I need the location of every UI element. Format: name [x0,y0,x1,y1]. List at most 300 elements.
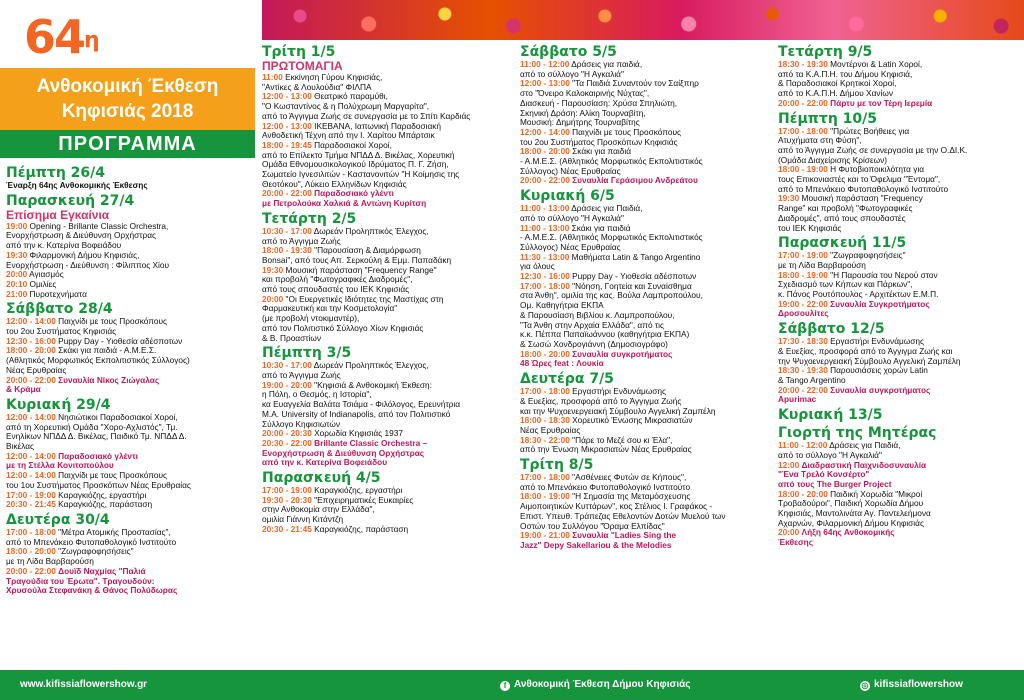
schedule-line [262,314,512,324]
schedule-line [778,146,1020,156]
edition-suffix: η [84,28,98,53]
event-text: Σκηνική Δράση: Αλίκη Τουρναβίτη, [520,108,646,118]
event-text: Σκάκι για παιδιά [572,147,632,157]
event-time: 19:00 - 21:00 [520,531,570,541]
schedule-line [262,189,512,199]
schedule-line [262,246,512,256]
schedule-line [520,426,770,436]
schedule-line [778,261,1020,271]
instagram-link[interactable] [860,679,963,691]
event-text: Διαδραστική Παιχνιδοσυναυλία [801,460,927,470]
event-text: από την Ένωση Μικρασιατών Νέας Ερυθραίας [520,445,692,455]
schedule-line [520,436,770,446]
event-text: "Ζωγραφοφησήσεις" [58,547,134,557]
event-text: Βικέλας [6,442,35,452]
schedule-line [520,167,770,177]
event-text: Δουϊδ Ναχμίας "Παλιά [58,566,146,576]
schedule-line [262,390,512,400]
schedule-line [6,270,252,280]
event-time: 12:00 - 13:00 [262,121,312,131]
schedule-line [262,420,512,430]
event-text: "Τα Παιδιά Συναντούν τον Σαίξπηρ [572,79,699,89]
event-time: 18:00 - 19:00 [778,165,828,175]
schedule-line [520,311,770,321]
schedule-line [262,361,512,371]
event-time: 12:30 - 16:00 [6,336,56,346]
schedule-line [262,122,512,132]
event-text: & Ευεξίας, προσφορά από το Άγγιγμα Ζωής [520,396,682,406]
event-text: Θεατρικό παραμύθι, [314,92,388,102]
event-text: Παραδοσιακό γλέντι [314,189,394,199]
schedule-line [778,251,1020,261]
event-text: Παιχνίδι με τους Προσκόπους [58,317,168,327]
event-text: & Παραδοσιακοί Κρητικοί Χοροί, [778,79,897,89]
event-time: 18:00 - 20:00 [520,147,570,157]
event-time: 20:30 - 21:45 [262,524,312,534]
event-time: 20:00 [6,270,28,280]
schedule-line [778,528,1020,538]
schedule-line [778,300,1020,310]
schedule-line [520,473,770,483]
event-text: Μαθήματα Latin & Tango Argentino [571,252,701,262]
day-block [6,397,252,510]
day-subheading: Γιορτή της Μητέρας [778,425,937,442]
event-text: Διαδρομές", από τους σπουδαστές [778,213,906,223]
schedule-line [778,509,1020,519]
event-text: 48 Ώρες feat : Λουκία [520,359,604,369]
day-block [778,44,1020,109]
event-time: 20:00 - 22:00 [262,189,312,199]
event-time: 20:10 [6,279,28,289]
schedule-line [262,275,512,285]
schedule-line [262,141,512,151]
schedule-line [520,157,770,167]
day-block [520,188,770,369]
event-time: 11:00 - 13:00 [520,223,570,233]
schedule-line [6,432,252,442]
event-time: 18:30 - 19:30 [778,60,828,69]
schedule-line [520,60,770,70]
schedule-line [520,79,770,89]
event-time: 20:00 - 22:00 [6,566,56,576]
schedule-line [778,451,1020,461]
schedule-line [262,295,512,305]
event-text: "Ένα Τρελό Κονσέρτο" [778,470,870,480]
schedule-column-4 [778,42,1020,548]
schedule-line [6,366,252,376]
schedule-line [520,330,770,340]
schedule-line [262,266,512,276]
schedule-line [778,280,1020,290]
schedule-line [778,490,1020,500]
event-text: Apurimac [778,395,817,405]
schedule-line [6,280,252,290]
event-time: 20:30 - 21:45 [6,500,56,510]
event-text: για όλους [520,262,555,272]
event-text: "Παρουσίαση & Διαμόρφωση [314,246,421,256]
event-text: Η Φυτοβιοποικιλότητα για [830,165,924,175]
event-time: 17:00 - 18:00 [520,473,570,483]
schedule-line [778,204,1020,214]
schedule-line [6,586,252,596]
schedule-line [520,70,770,80]
event-text: Ομάδα Εθνομουσικολογικού Ιδρύματος Π. Γ. Ζήση, [262,160,449,170]
day-heading: Τετάρτη 9/5 [778,44,873,60]
event-text: Ενορχήστρωση - Διεύθυνση : Φίλιππος Χίου [6,260,170,270]
event-time: 12:00 [778,460,800,470]
event-time: 11:00 - 12:00 [778,441,828,451]
event-text: (Ομάδα Διαχείρισης Κρίσεων) [778,155,888,165]
event-time: 19:30 [778,194,800,204]
event-text: του 2ου Συστήματος Κηφισιάς [6,327,117,337]
schedule-line [262,180,512,190]
day-heading: Σάββατο 28/4 [6,301,113,318]
schedule-line [778,79,1020,89]
schedule-line [262,439,512,449]
schedule-line [262,285,512,295]
schedule-line [520,204,770,214]
facebook-link[interactable] [500,679,690,691]
event-time: 20:00 - 22:00 [778,385,828,395]
event-text: Συναυλία συγκροτήματος [830,385,931,395]
event-text: Νέας Ερυθραίας [520,425,581,435]
schedule-line [520,282,770,292]
schedule-line [778,194,1020,204]
schedule-line [520,272,770,282]
event-text: Νησιώτικοι Παραδοσιακοί Χοροί, [58,412,178,422]
event-time: 20:00 - 22:00 [6,375,56,385]
event-text: Δράσεις για παιδιά, [571,60,643,69]
day-block [778,321,1020,405]
schedule-line [520,291,770,301]
event-time: 12:00 - 13:00 [520,79,570,89]
event-text: Συναυλία συγκροτήματος [572,349,673,359]
event-text: M.A. University of Indianapolis, από τον Πολιτιστικό [262,409,451,419]
event-text: από την κ. Κατερίνα Βοφειάδου [262,458,388,468]
schedule-line [6,181,252,191]
event-text: Πάρτυ με τον Τέρη Ιερεμία [830,98,933,108]
schedule-column-2 [262,42,512,535]
event-text: Ανθοδετική Τέχνη από την Ι. Χαρίτου Μπάρτσικ [262,131,435,141]
event-text: από το Κ.Α.Π.Η. Δήμου Χανίων [778,89,893,99]
event-text: Λήξη 64ης Ανθοκομικής [801,528,895,538]
schedule-line [262,160,512,170]
schedule-line [6,376,252,386]
day-heading: Δευτέρα 7/5 [520,371,614,388]
schedule-line [262,102,512,112]
event-text: "Μέτρα Ατομικής Προστασίας", [58,527,171,537]
schedule-line [778,89,1020,99]
event-time: 18:00 - 20:00 [6,547,56,557]
event-time: 19:30 [262,265,284,275]
event-time: 17:00 - 19:00 [6,490,56,500]
day-heading: Τετάρτη 2/5 [262,210,357,227]
event-text: από το Επίλεκτο Τμήμα ΝΠΔΔ Δ. Βικέλας, Χορευτική [262,150,455,160]
schedule-line [6,461,252,471]
event-text: Ατυχήματα στη Φύση", [778,136,862,146]
day-heading: Πέμπτη 3/5 [262,345,352,362]
schedule-line [6,481,252,491]
event-text: με τη Λίδα Βαρβαρούση [6,557,94,567]
schedule-line [778,441,1020,451]
event-time: 20:00 [778,528,800,538]
event-time: 12:00 - 14:00 [6,317,56,327]
schedule-line [6,337,252,347]
instagram-label: kifissiaflowershow [874,679,963,690]
event-time: 12:00 - 14:00 [6,451,56,461]
event-text: και προβολή "Φωτογραφικές Διαδρομές", [262,275,413,285]
schedule-line [262,400,512,410]
event-text: & Tango Argentino [778,375,846,385]
event-text: "Πάρε το Μεζέ σου κι Έλα", [572,435,673,445]
schedule-line [778,337,1020,347]
event-text: Σκάκι για παιδιά [571,223,631,233]
event-time: 20:30 - 22:00 [262,438,312,448]
schedule-line [778,366,1020,376]
schedule-line [6,471,252,481]
schedule-line [262,92,512,102]
day-block [262,345,512,468]
event-text: "Ζωγραφοφησήσεις" [830,251,906,261]
event-text: Ενορχήστρωση & Διεύθυνση Ορχήστρας [262,448,425,458]
event-text: από το Άγγιγμα Ζωής [262,236,341,246]
event-text: με τη Λίδα Βαρβαρούση [778,260,866,270]
event-text: "Νόηση, Γοητεία και Συναίσθημα [572,281,692,291]
event-time: 17:00 - 18:00 [6,527,56,537]
event-text: Διασκευή - Παρουσίαση: Χρύσα Σπηλιώτη, [520,98,678,108]
event-time: 12:00 - 13:00 [262,92,312,102]
day-block [6,193,252,300]
schedule-line [778,136,1020,146]
event-text: Εργαστήρι Ενδυνάμωσης [572,387,666,397]
event-text: τους Επικονιαστές και το Όφελιμα "Έντομα", [778,175,941,185]
schedule-line [6,452,252,462]
event-text: Δωρεάν Προληπτικός Έλεγχος, [313,226,429,236]
schedule-line [6,241,252,251]
schedule-line [778,386,1020,396]
event-text: Συναυλία Συγκροτήματος [830,299,930,309]
event-text: Jazz" Depy Sakellariou & the Melodies [520,540,672,550]
schedule-line [778,165,1020,175]
schedule-line [520,541,770,551]
schedule-line [262,227,512,237]
day-block [6,512,252,596]
day-block [778,111,1020,234]
schedule-line [262,410,512,420]
event-time: 18:00 - 19:00 [520,492,570,502]
event-text: Συναυλία "Ladies Sing the [572,531,677,541]
event-text: Εργαστήρι Ενδυνάμωσης [830,337,924,347]
event-text: Δροσουλίτες [778,309,829,319]
schedule-line [778,224,1020,234]
event-text: κα Ευαγγελία Βαλάτα Τσιάμα - Φιλόλογος, Ερευνήτρια [262,400,461,410]
day-heading: Παρασκευή 4/5 [262,470,381,487]
schedule-line [262,429,512,439]
facebook-icon: f [500,681,510,691]
schedule-line [262,112,512,122]
event-text: Μουσική παράσταση "Frequency Range" [285,265,437,275]
event-text: Συναυλία Γεράσιμου Ανδρεάτου [572,176,698,186]
event-time: 18:00 - 20:00 [778,489,828,499]
event-text: "Οι Ευεργετικές Ιδιότητες της Μαστίχας στη [285,294,444,304]
schedule-line [520,340,770,350]
event-text: από τα Κ.Α.Π.Η. του Δήμου Κηφισιά, [778,69,913,79]
title-block [0,68,255,130]
schedule-line [520,214,770,224]
event-time: 17:00 - 18:00 [520,281,570,291]
event-text: η Πόλη, ο Θεσμός, η Ιστορία", [262,390,372,400]
schedule-line [520,118,770,128]
event-text: "Τα Άνθη στην Αρχαία Ελλάδα", από τις [520,320,664,330]
event-text: Range" και προβολή "Φωτογραφικές [778,204,913,214]
event-time: 11:00 - 12:00 [520,60,570,69]
event-text: Δωρεάν Προληπτικός Έλεγχος, [313,361,429,371]
schedule-line [520,359,770,369]
event-text: από τους The Burger Project [778,479,892,489]
event-text: Καραγκιόζης, εργαστήρι [58,490,147,500]
event-time: 19:00 - 20:00 [262,380,312,390]
day-block [778,235,1020,319]
edition-number [24,12,98,62]
event-text: από το σύλλογο "Η Αγκαλιά" [778,450,882,460]
title-line2: Κηφισιάς 2018 [61,101,194,122]
event-text: "Αντίκες & Λουλούδια" ΦΙΛΠΑ [262,82,372,92]
event-time: 17:00 - 18:00 [520,387,570,397]
schedule-line [778,357,1020,367]
schedule-line [6,317,252,327]
schedule-column-1 [6,163,252,596]
event-text: στα Άνθη", ομιλία της κας. Βούλα Λαμπροπούλου, [520,291,703,301]
schedule-line [520,89,770,99]
schedule-line [262,505,512,515]
schedule-line [778,347,1020,357]
event-text: στην Ανθοκομία στην Ελλάδα", [262,505,375,515]
event-text: του 1ου Συστήματος Προσκόπων Νέας Ερυθραίας [6,480,191,490]
event-text: & Ευεξίας, προσφορά από το Άγγιγμα Ζωής και [778,346,953,356]
event-time: 12:00 - 14:00 [6,471,56,481]
event-text: Παιχνίδι με τους Προσκόπους [58,471,168,481]
schedule-line [778,99,1020,109]
schedule-line [778,480,1020,490]
event-text: με Πετρολούκα Χαλκιά & Αντώνη Κυρίτση [262,199,427,209]
event-text: Πυροτεχνήματα [29,289,87,299]
schedule-line [6,528,252,538]
schedule-line [6,538,252,548]
event-text: Τραγούδια του Έρωτα". Τραγουδούν: [6,576,155,586]
schedule-line [520,301,770,311]
schedule-line [262,371,512,381]
event-text: Σκάκι για παιδιά - Α.Μ.Ε.Σ. [58,346,157,356]
event-text: στο "Όνειρο Καλοκαιρινής Νύχτας", [520,89,650,99]
schedule-line [778,214,1020,224]
event-text: - Α.Μ.Ε.Σ. (Αθλητικός Μορφωτικός Εκπολιτιστικός [520,233,703,243]
event-text: από το σύλλογο "Η Αγκαλιά" [520,213,624,223]
event-time: 19:00 [6,221,28,231]
event-time: 21:00 [6,289,28,299]
day-block [520,457,770,551]
event-text: από το Άγγιγμα Ζωής σε συνεργασία με το Σπίτι Καρδιάς [262,111,471,121]
event-text: και την Ψυχοενεργειακή Σύμβουλο Αγγελική Ζαμπέλη [520,406,716,416]
event-text: κ.κ. Πέππα Παπαϊωάννου (καθηγήτρια ΕΚΠΑ) [520,330,690,340]
event-time: 18:00 - 18:30 [520,416,570,426]
schedule-line [520,99,770,109]
schedule-line [778,127,1020,137]
event-text: την Ψυχοενεργειακή Σύμβουλο Αγγελική Ζαμπέλη [778,356,961,366]
schedule-line [778,60,1020,70]
schedule-column-3 [520,42,770,551]
schedule-line [6,290,252,300]
event-time: 18:00 - 19:00 [778,270,828,280]
event-time: 20:00 - 22:00 [520,176,570,186]
event-text: Σύλλογος) Νέας Ερυθραίας [520,166,621,176]
schedule-line [520,387,770,397]
website-link[interactable]: www.kifissiaflowershow.gr [20,679,148,690]
schedule-line [6,500,252,510]
event-text: από το Μπενάκειο Φυτοπαθολογικό Ινστιτούτο [778,184,949,194]
schedule-line [778,519,1020,529]
schedule-line [262,237,512,247]
event-text: Έκθεσης [778,538,814,548]
event-text: IKEBANA, Ιαπωνική Παραδοσιακή [314,121,442,131]
schedule-line [520,531,770,541]
event-time: 18:30 - 22:00 [520,435,570,445]
event-text: Αγιασμός [29,270,64,280]
event-text: Δράσεις για Παιδιά, [829,441,901,451]
day-block [262,44,512,209]
schedule-line [6,557,252,567]
event-text: Παραδοσιακοί Χοροί, [314,140,392,150]
event-time: 20:00 - 20:30 [262,429,312,439]
day-heading: Σάββατο 5/5 [520,44,617,60]
event-text: & Παρουσίαση Βιβλίου κ. Λαμπροπούλου, [520,310,675,320]
event-text: Οστών του Συλλόγου "Όραμα Ελπίδας" [520,521,665,531]
event-time: 18:00 - 19:45 [262,140,312,150]
schedule-line [6,356,252,366]
program-heading: ΠΡΟΓΡΑΜΜΑ [0,130,255,158]
schedule-line [778,175,1020,185]
event-text: (με προβολή ντοκιμαντέρ), [262,314,360,324]
schedule-line [520,416,770,426]
day-subheading: Επίσημα Εγκαίνια [6,207,110,222]
event-text: Παιδική Χορωδία "Μικροί [830,489,923,499]
schedule-line [778,309,1020,319]
event-text: Μουσική: Δημήτρης Τουρναβίτης [520,118,640,128]
event-time: 17:00 - 19:00 [778,251,828,261]
event-text: Ομ. Καθηγήτρια ΕΚΠΑ [520,301,604,311]
schedule-line [778,499,1020,509]
event-text: "Ασθένειες Φυτών σε Κήπους", [572,473,687,483]
event-text: Σύλλογο Κηφισιωτών [262,419,341,429]
event-text: του 2ου Συστήματος Προσκόπων Κηφισιάς [520,137,678,147]
event-text: Δράσεις για Παιδιά, [571,204,643,214]
event-text: "Ο Κωσταντίνος & η Πολύχρωμη Μαργαρίτα", [262,102,430,112]
schedule-line [6,346,252,356]
day-heading: Παρασκευή 11/5 [778,235,907,252]
schedule-line [262,170,512,180]
schedule-line [262,486,512,496]
schedule-line [262,525,512,535]
instagram-icon: ◎ [861,681,869,690]
day-block [6,301,252,395]
event-time: 12:00 - 14:00 [520,127,570,137]
event-text: από τους σπουδαστές του ΙΕΚ Κηφισιάς [262,285,410,295]
event-time: 19:30 [6,250,28,260]
schedule-line [6,547,252,557]
event-text: Ενορχήστρωση & Διεύθυνση Ορχήστρας [6,231,157,241]
event-text: Έναρξη 64ης Ανθοκομικής Έκθεσης [6,181,148,190]
schedule-line [6,385,252,395]
event-text: Χορευτικό Ένωσης Μικρασιατών [572,416,693,426]
